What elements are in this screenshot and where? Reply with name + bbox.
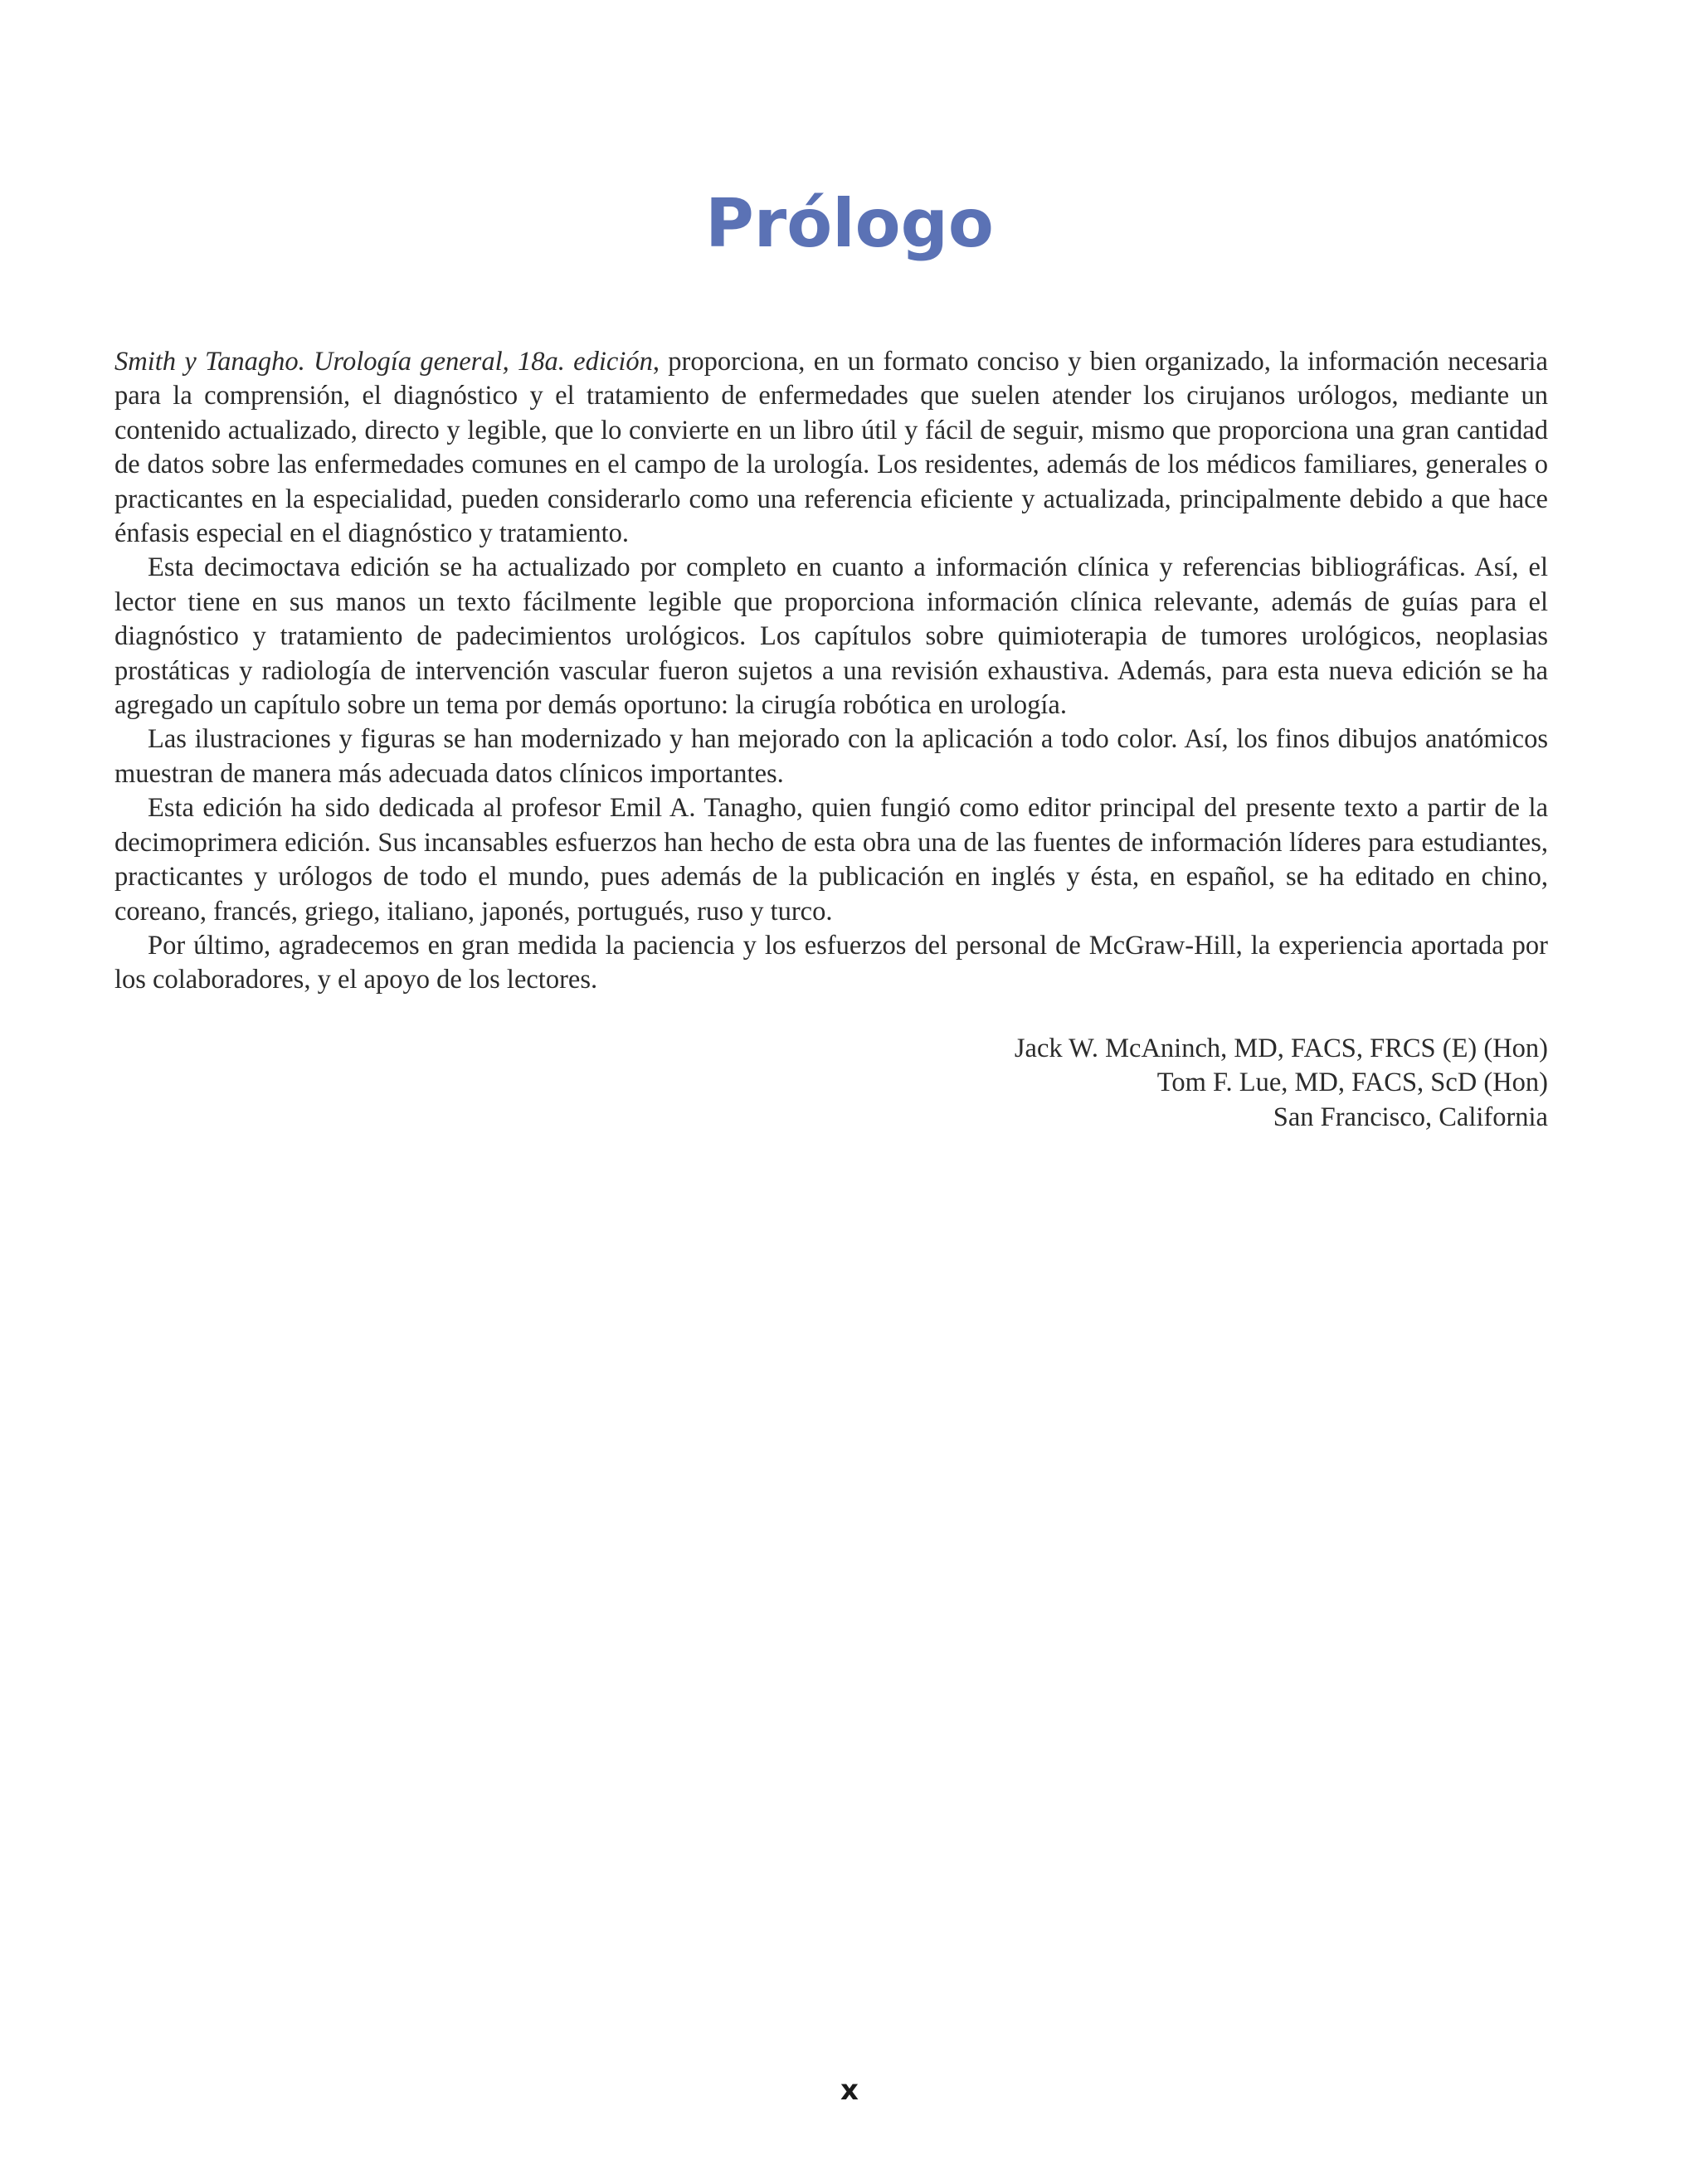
page-title: Prólogo: [705, 185, 994, 262]
paragraph-intro: [114, 345, 1548, 551]
book-title-italic: Smith y Tanagho. Urología general, 18a. edición: [114, 347, 653, 377]
intro-text: , proporciona, en un formato conciso y bien organizado, la información necesaria para la comprensión, el diagnóstico y el tratamiento de enfermedades que suelen atender los cirujanos urólogos, mediante un contenido actualizado, directo y legible, que lo convierte en un libro útil y fácil de seguir, mismo que proporciona una gran cantidad de datos sobre las enfermedades comunes en el campo de la urología. Los residentes, además de los médicos familiares, generales o practicantes en la especialidad, pueden considerarlo como una referencia eficiente y actualizada, principalmente debido a que hace énfasis especial en el diagnóstico y tratamiento.: [114, 347, 1548, 549]
prologue-body: [114, 345, 1548, 998]
signature-block: [114, 1032, 1548, 1135]
paragraph-acknowledgements: Por último, agradecemos en gran medida la paciencia y los esfuerzos del personal de McGraw-Hill, la experiencia aportada por los colaboradores, y el apoyo de los lectores.: [114, 930, 1548, 995]
signature-author-2: Tom F. Lue, MD, FACS, ScD (Hon): [1156, 1068, 1548, 1098]
signature-author-1: Jack W. McAninch, MD, FACS, FRCS (E) (Hon): [1014, 1034, 1548, 1063]
paragraph-dedication: Esta edición ha sido dedicada al profesor Emil A. Tanagho, quien fungió como editor principal del presente texto a partir de la decimoprimera edición. Sus incansables esfuerzos han hecho de esta obra una de las fuentes de información líderes para estudiantes, practicantes y urólogos de todo el mundo, pues además de la publicación en inglés y ésta, en español, se ha editado en chino, coreano, francés, griego, italiano, japonés, portugués, ruso y turco.: [114, 793, 1548, 927]
signature-location: San Francisco, California: [1273, 1102, 1548, 1132]
paragraph-edition: Esta decimoctava edición se ha actualizado por completo en cuanto a información clínica y referencias bibliográficas. Así, el lector tiene en sus manos un texto fácilmente legible que proporciona información clínica relevante, además de guías para el diagnóstico y tratamiento de padecimientos urológicos. Los capítulos sobre quimioterapia de tumores urológicos, neoplasias prostáticas y radiología de intervención vascular fueron sujetos a una revisión exhaustiva. Además, para esta nueva edición se ha agregado un capítulo sobre un tema por demás oportuno: la cirugía robótica en urología.: [114, 552, 1548, 721]
paragraph-illustrations: Las ilustraciones y figuras se han modernizado y han mejorado con la aplicación a todo color. Así, los finos dibujos anatómicos muestran de manera más adecuada datos clínicos importantes.: [114, 724, 1548, 789]
page-number: x: [840, 2074, 859, 2107]
